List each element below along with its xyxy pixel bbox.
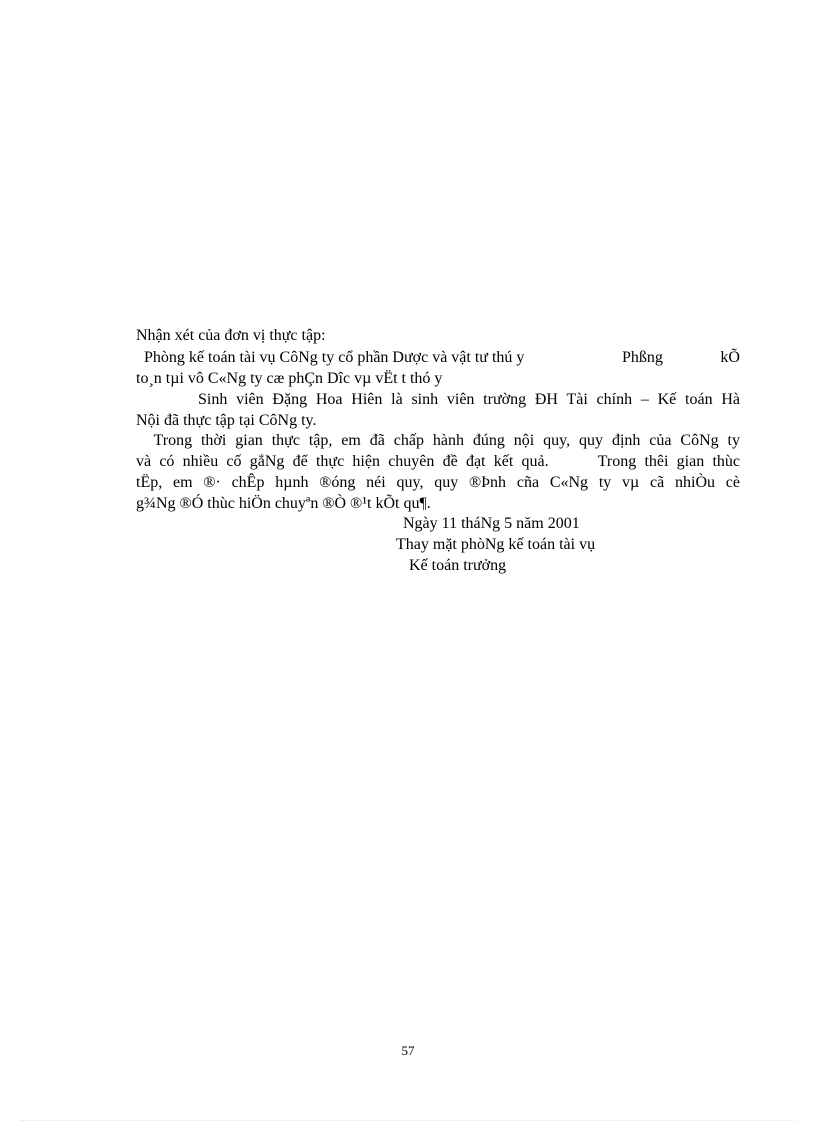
signature-date: Ngày 11 tháNg 5 năm 2001 (403, 515, 580, 532)
paragraph-line-2: to¸n tµi vô C«Ng ty cæ phÇn Dîc vµ vËt t thó y (136, 370, 443, 387)
bottom-divider (20, 1120, 796, 1121)
line-1-text: Phòng kế toán tài vụ CôNg ty cổ phần Dược và vật tư thú y (136, 349, 525, 366)
signature-title: Kế toán trưởng (409, 557, 507, 574)
paragraph-line-3: Sinh viên Đặng Hoa Hiên là sinh viên trường ĐH Tài chính – Kế toán Hà (198, 391, 740, 408)
line-1-word-2: Phßng (621, 349, 663, 366)
heading: Nhận xét của đơn vị thực tập: (136, 327, 326, 344)
line-1-word-3: kÕ (720, 349, 740, 366)
page-number: 57 (401, 1043, 415, 1058)
paragraph-line-7: tËp, em ®· chÊp hµnh ®óng néi quy, quy ®Þnh cña C«Ng ty vµ cã nhiÒu cè (136, 474, 740, 491)
paragraph-line-8: g¾Ng ®Ó thùc hiÖn chuyªn ®Ò ®¹t kÕt qu¶. (136, 495, 431, 512)
paragraph-line-4: Nội đã thực tập tại CôNg ty. (136, 412, 317, 429)
paragraph-line-5: Trong thời gian thực tập, em đã chấp hành đúng nội quy, quy định của CôNg ty (136, 432, 740, 449)
signature-role: Thay mặt phòNg kế toán tài vụ (396, 536, 596, 553)
paragraph-line-6: và có nhiều cố gắNg để thực hiện chuyên đề đạt kết quả. Trong thêi gian thùc (136, 453, 740, 470)
paragraph-line-1 (136, 348, 740, 368)
